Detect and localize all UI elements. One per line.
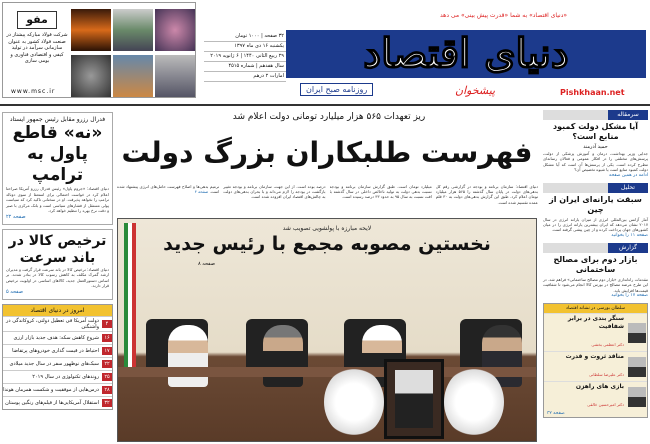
today-item-page: ۱۶ [102, 334, 112, 342]
editorial-body: جدایی وزیر بهداشت، درمان و آموزش پزشکی از دولت، پرسش‌های مختلفی را در افکار عمومی و فعالان رسانه‌ای مطرح کرده است. یکی از پرسش‌ها آن است که آیا مشکل دولت کمبود منابع است یا شیوه تخصیص آن؟ [543, 151, 648, 173]
today-item-text: شروع کاهش سکه: هدف جدید بازار ارزی [13, 334, 99, 341]
header-divider [0, 104, 650, 106]
analysis-headline[interactable]: سبقت یارانه‌ای ایران از چین [549, 194, 642, 214]
columnists-page-ref[interactable]: صفحه ۳۲ [547, 411, 565, 417]
report-page-ref[interactable]: صفحه ۱۷ را بخوانید [611, 293, 648, 299]
today-item[interactable] [3, 331, 112, 344]
section-label: گزارش [608, 243, 648, 253]
today-item-page: ۲۵ [102, 373, 112, 381]
story-headline[interactable]: «نه» قاطع پاول به ترامپ [12, 123, 103, 185]
tagline: «دنیای اقتصاد» به شما «قدرت پیش بینی» می دهد [440, 12, 568, 19]
today-item-text: روندهای تکنولوژی در سال ۲۰۱۹ [32, 373, 99, 380]
columnist-avatar [628, 357, 646, 377]
columnists-title: سلطان بورسی در نشانه اقتصاد [544, 304, 647, 313]
ad-photo [71, 9, 111, 51]
columnist-headline: بازی های راهزن [575, 383, 624, 391]
columnist-item[interactable] [544, 313, 647, 351]
today-item[interactable] [3, 344, 112, 357]
columnists-box [543, 303, 648, 418]
ad-photo [155, 9, 195, 51]
today-item[interactable] [3, 357, 112, 370]
ad-photo [113, 9, 153, 51]
story-powell[interactable] [2, 112, 113, 225]
today-item-text: درس‌هایی از موفقیت و شکست همرمان هوندا [3, 386, 99, 393]
main-column: دنیای اقتصاد: سازمان برنامه و بودجه در گزارشی رقم کل بدهی‌های دولت در پایان سال گذشته را ۵۶۵ هزار میلیارد تومان اعلام کرد. طبق این گزارش بدهی‌های دولت به ۳۰ قلم عمده تقسیم شده است. [435, 184, 538, 205]
story-body: دنیای اقتصاد: «جروم پاول» رئیس فدرال رزرو آمریکا صراحتا اعلام کرد در خواست احتمالی برای استعفا از سوی دونالد ترامپ را نخواهد پذیرفت. او در سخنانی تاکید کرد که سیاست پولی مستقل از فشارهای سیاسی است و بانک مرکزی با صبر و دقت نرخ بهره را تنظیم خواهد کرد. [6, 186, 109, 213]
today-item-page: ۲۸ [102, 386, 112, 394]
columnist-item[interactable] [544, 351, 647, 381]
section-label: سرمقاله [608, 110, 648, 120]
person [168, 325, 208, 387]
ad-url[interactable]: www.msc.ir [11, 88, 56, 95]
columnist-avatar [628, 387, 646, 407]
report-headline[interactable]: بازار دوم برای مصالح ساختمانی [553, 254, 638, 274]
today-item-text: احتیاط در قیمت گذاری خودروهای پرتقاضا [12, 347, 99, 354]
issue-info [204, 32, 286, 78]
story-page-ref[interactable]: صفحه ۲۲ [6, 213, 26, 220]
masthead-logo: دنیای اقتصاد [363, 30, 569, 77]
today-item-text: سبک‌های نوظهور سفر در سال جدید میلادی [9, 360, 99, 367]
story-kicker: فدرال رزرو مقابل رئیس جمهور ایستاد [9, 116, 106, 123]
main-headline[interactable]: فهرست طلبکاران بزرگ دولت [121, 136, 533, 169]
editorial[interactable] [543, 110, 648, 179]
columnist-author: دکتر اعظمی بخشی [591, 342, 624, 348]
main-page-ref[interactable]: صفحه ۴ [194, 189, 209, 195]
today-item[interactable] [3, 370, 112, 383]
today-item-page: ۱۷ [102, 347, 112, 355]
issue-price: ۳۲ صفحه | ۱۰۰۰ تومان [204, 32, 286, 42]
main-column: میلیارد تومان است. طبق گزارش سازمان برنامه و بودجه نسبت بدهی دولت به تولید ناخالص داخلی در سال گذشته با افت نسبت به سال ۹۵ به حدود ۴۳ درصد رسیده است. [329, 184, 432, 200]
advertisement[interactable] [2, 2, 196, 98]
story-headline[interactable]: ترخیص کالا در باند سرعت [8, 232, 107, 266]
columnist-headline: سنگر بندی در برابر شفافیت [567, 315, 624, 331]
today-item[interactable] [3, 396, 112, 409]
today-item-page: ۳۲ [102, 399, 112, 407]
report-body: مقدمات راه‌اندازی «بازار دوم مصالح ساختمانی» فراهم شد. در این طرح عرضه مصالح در بورس کالا انجام می‌شود تا شفافیت قیمت‌ها افزایش یابد. [543, 276, 648, 293]
main-kicker: ریز تعهدات ۵۶۵ هزار میلیارد تومانی دولت اعلام شد [232, 112, 426, 122]
flowers [324, 367, 384, 437]
editorial-author: حمید آذرمند [583, 144, 608, 150]
left-column [2, 112, 113, 410]
ad-photo [155, 55, 195, 97]
editorial-headline[interactable]: آیا مشکل دولت کمبود منابع است؟ [553, 122, 638, 141]
today-item-page: ۴ [102, 320, 112, 328]
flowers [444, 367, 504, 437]
story-page-ref[interactable]: صفحه ۵ [6, 288, 23, 295]
analysis-body: آمار آژانس بین‌المللی انرژی از میزان یارانه انرژی در سال ۲۰۱۷ نشان می‌دهد که ایران بیشترین یارانه انرژی را در میان کشورهای جهان پرداخت کرده و از چین پیشی گرفته است. [543, 216, 648, 233]
ad-text: شرکت فولاد مبارکه پیشتاز در صنعت فولاد کشور به عنوان سازمانی سرآمد در تولید کیفی و اقتصادی فناوری و بومی سازی [6, 32, 68, 64]
watermark-fa: پیشخوان [455, 84, 496, 97]
columnist-headline: مناقد ثروت و قدرت [565, 353, 624, 361]
editorial-page-ref[interactable]: ادامه در همین صفحه [609, 172, 648, 178]
photo-page-ref[interactable]: صفحه ۸ [198, 261, 215, 267]
lead-photo[interactable] [117, 218, 537, 442]
photo-kicker: لایحه مبارزه با پولشویی تصویب شد [282, 225, 372, 232]
story-body: دنیای اقتصاد: ترخیص کالا در باند سرعت قرار گرفت و مدیران ارشد گمرک مکلف به کاهش رسوب کالا در بنادر شدند. بر اساس دستورالعمل جدید، کالاهای اساسی در اولویت ترخیص قرار دارند. [6, 266, 109, 288]
issue-date-other: ۲۹ ربیع الثانی ۱۴۴۰ | ۶ ژانویه ۲۰۱۹ [204, 52, 286, 62]
columnist-avatar [628, 323, 646, 343]
today-item[interactable] [3, 316, 112, 331]
analysis-page-ref[interactable]: صفحه ۱۱ را بخوانید [611, 232, 648, 238]
right-column [543, 110, 648, 418]
today-item-text: دولت آمریکا فی تعطیل دولتی، کروکاندگی در واشنگتن [6, 317, 99, 330]
columnist-item[interactable] [544, 381, 647, 411]
today-item-page: ۲۲ [102, 360, 112, 368]
issue-date: یکشنبه ۱۶ دی ماه ۱۳۹۷ [204, 42, 286, 52]
issue-intl-price: امارات ۲ درهم [204, 72, 286, 82]
today-in-paper [2, 304, 113, 410]
watermark-en: Pishkhaan.net [560, 88, 625, 97]
main-column: درصد بوده است. از این جهت، سازمان برنامه و بودجه تغییر بازگشت در بودجه را لازم می‌داند و با بحران بدهی‌های دولت به چالش‌های اقتصاد ایران افزوده شده است. [223, 184, 326, 200]
today-item-text: استقلال آمریکایی‌ها از فیلم‌های رنگین پوستان [5, 399, 99, 406]
advertiser-logo: مفو [17, 11, 57, 29]
story-customs[interactable] [2, 229, 113, 300]
today-title: امروز در دنیای اقتصاد [3, 305, 112, 316]
report[interactable] [543, 243, 648, 299]
ad-photo [113, 55, 153, 97]
main-column: ترمیم بدهی‌ها و اصلاح فهرست حامل‌های انرژی پیشنهاد شده است. صفحه ۴ [117, 184, 220, 195]
today-item[interactable] [3, 383, 112, 396]
analysis[interactable] [543, 183, 648, 239]
section-label: تحلیل [608, 183, 648, 193]
main-body [117, 184, 538, 216]
columnist-author: دکتر علیرضا سلطانی [588, 372, 624, 378]
portrait-frame [384, 359, 444, 439]
masthead-subtitle: روزنامه صبح ایران [300, 83, 373, 96]
issue-number: سال هفدهم | شماره ۴۵۱۵ [204, 62, 286, 72]
ad-photo [71, 55, 111, 97]
photo-headline[interactable]: نخستین مصوبه مجمع با رئیس جدید [163, 233, 491, 255]
columnist-author: دکتر امیرحسین خالقی [587, 402, 624, 408]
person [263, 325, 303, 387]
